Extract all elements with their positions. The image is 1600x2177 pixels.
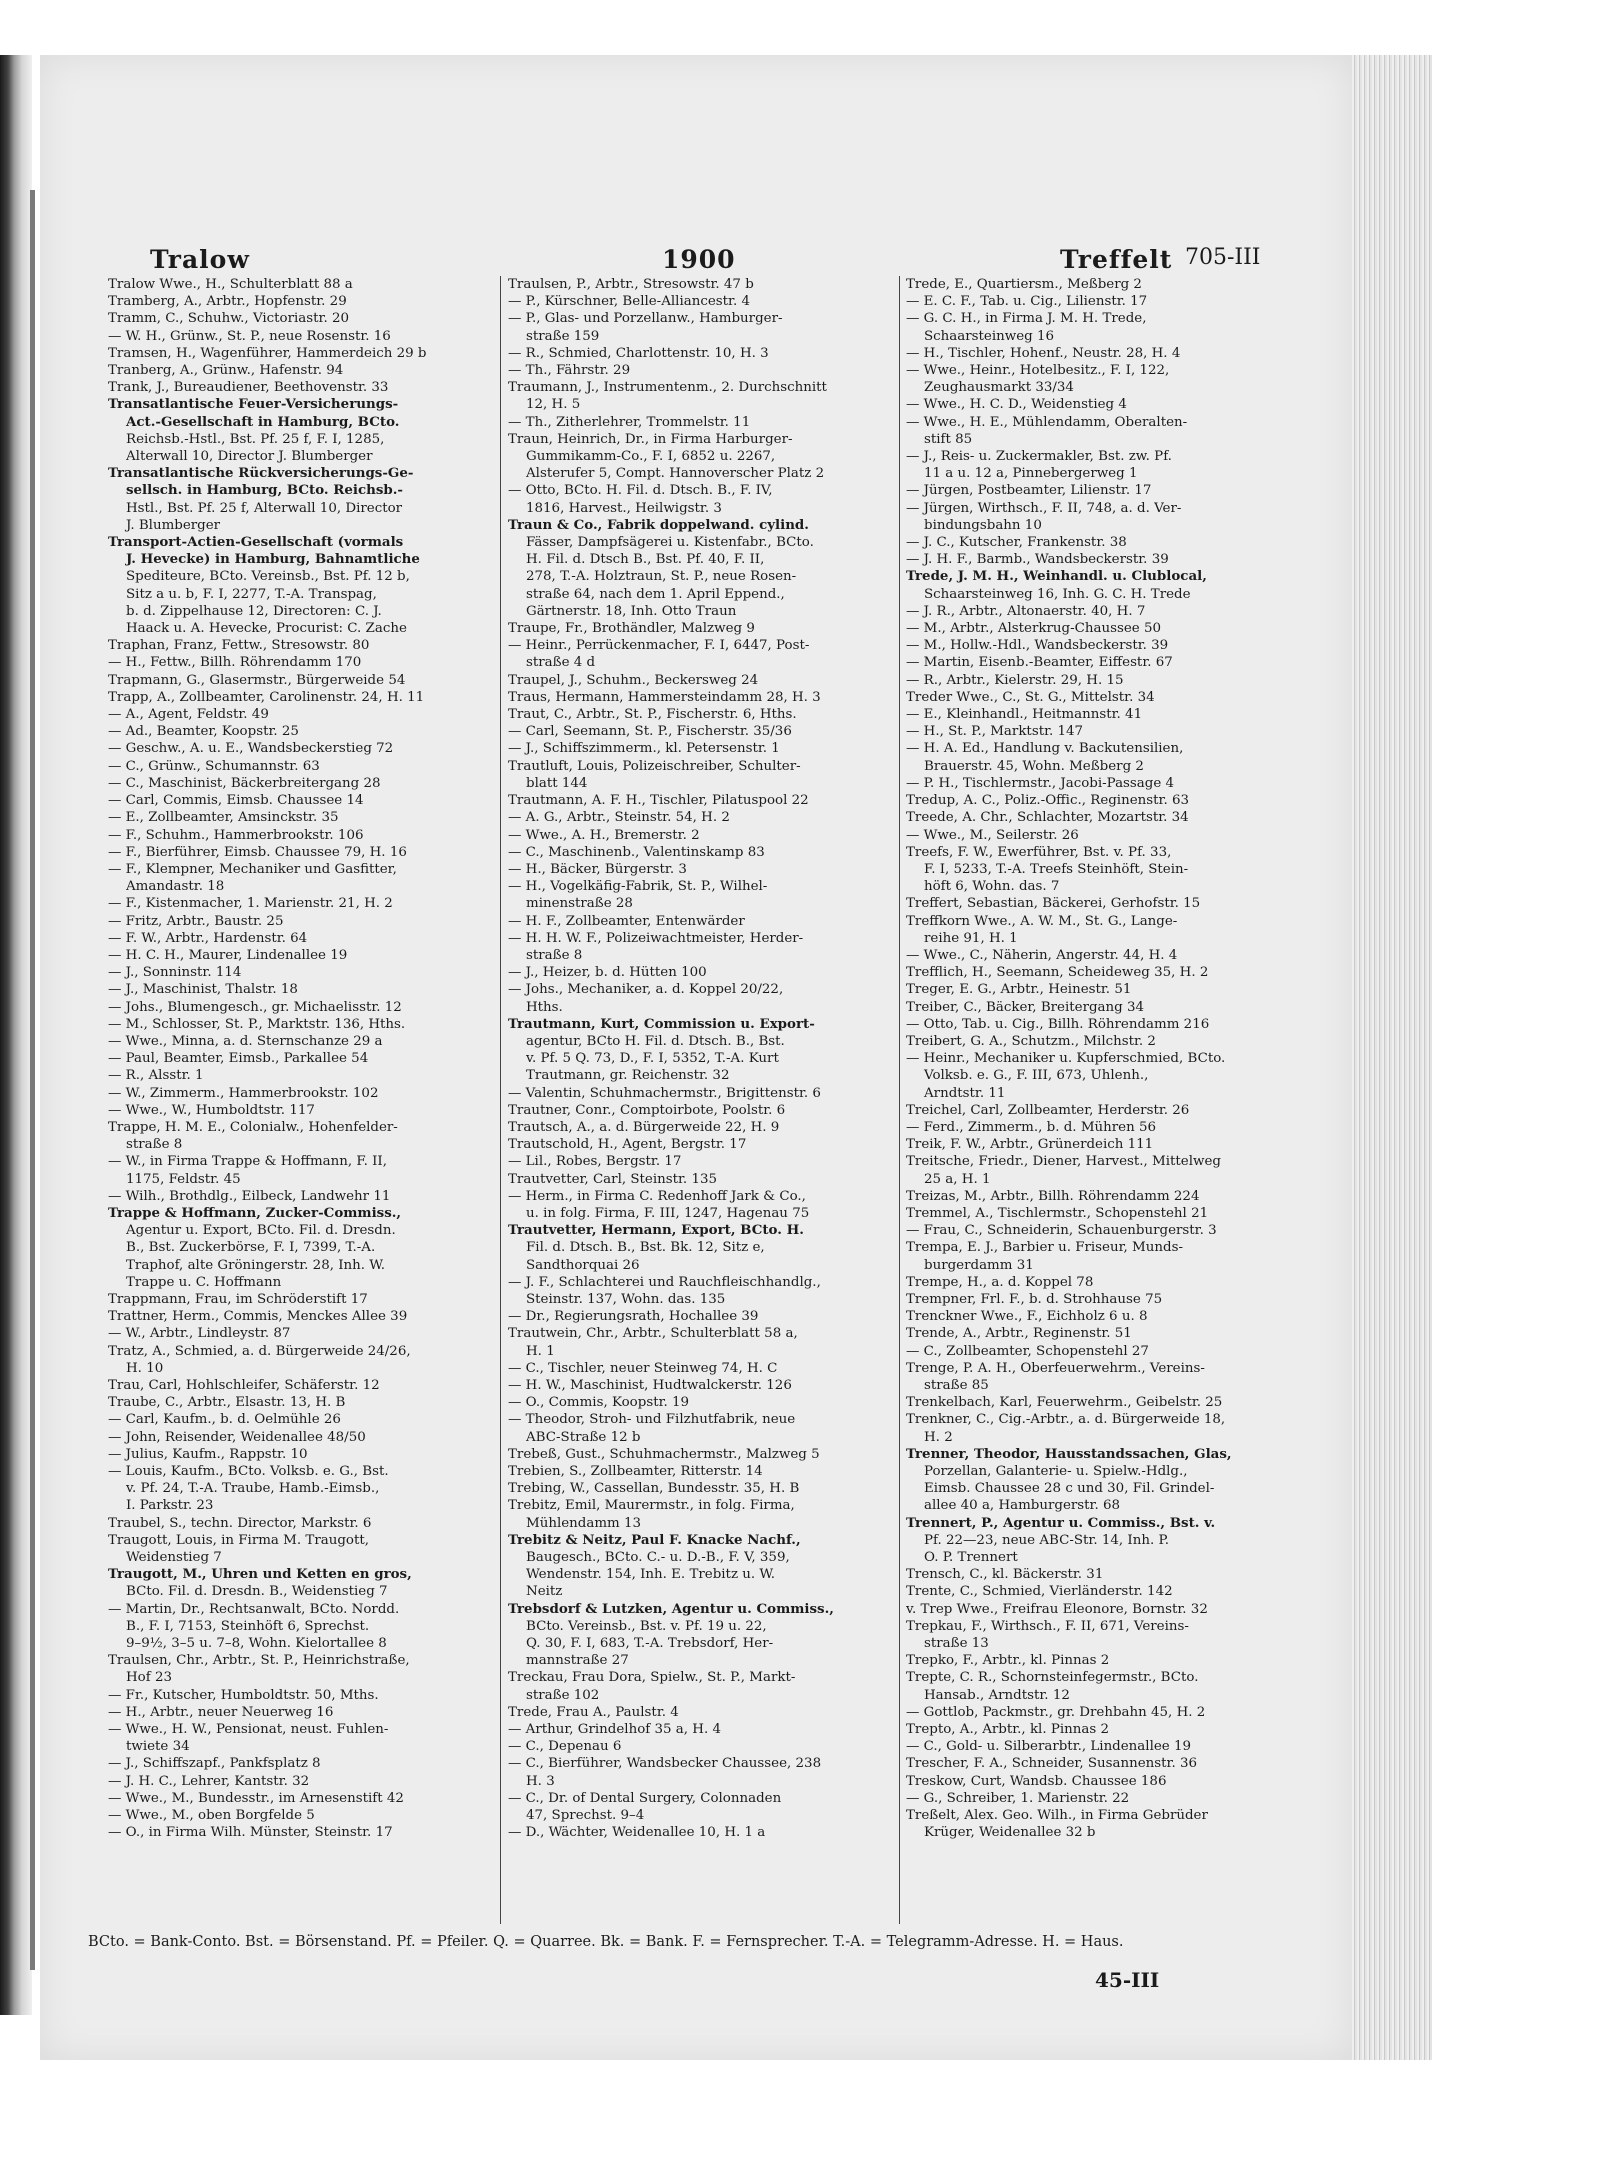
directory-entry-line: — F., Klempner, Mechaniker und Gasfitter, [108,861,397,877]
directory-entry-line: Gummikamm-Co., F. I, 6852 u. 2267, [526,449,776,465]
directory-entry-line: — R., Schmied, Charlottenstr. 10, H. 3 [508,345,769,361]
directory-entry-line: — R., Arbtr., Kielerstr. 29, H. 15 [906,672,1124,688]
directory-entry-line: H. Fil. d. Dtsch B., Bst. Pf. 40, F. II, [526,552,765,568]
directory-entry-line: — Paul, Beamter, Eimsb., Parkallee 54 [108,1051,369,1067]
directory-entry-line: — J. R., Arbtr., Altonaerstr. 40, H. 7 [906,603,1146,619]
directory-entry-line: Hansab., Arndtstr. 12 [924,1687,1070,1703]
directory-entry-line: Act.-Gesellschaft in Hamburg, BCto. [126,413,400,430]
directory-entry-line: Traphof, alte Gröningerstr. 28, Inh. W. [126,1257,385,1273]
directory-entry-line: Treckau, Frau Dora, Spielw., St. P., Markt- [508,1670,796,1686]
directory-entry-line: — H., St. P., Marktstr. 147 [906,724,1084,740]
directory-entry-line: Trempe, H., a. d. Koppel 78 [906,1274,1094,1290]
directory-entry-line: straße 102 [526,1687,600,1703]
directory-entry-line: Trenkner, C., Cig.-Arbtr., a. d. Bürgerweide 18, [906,1412,1226,1428]
directory-entry-line: Traubel, S., techn. Director, Markstr. 6 [108,1515,372,1531]
directory-entry-line: Tranberg, A., Grünw., Hafenstr. 94 [108,363,344,379]
directory-entry-line: Treede, A. Chr., Schlachter, Mozartstr. 34 [906,810,1189,826]
directory-entry-line: Trende, A., Arbtr., Reginenstr. 51 [906,1326,1132,1342]
directory-entry-line: Trebing, W., Cassellan, Bundesstr. 35, H. B [508,1481,800,1497]
directory-entry-line: — Carl, Commis, Eimsb. Chaussee 14 [108,793,364,809]
directory-entry-line: — M., Schlosser, St. P., Marktstr. 136, Hths. [108,1016,406,1032]
directory-entry-line: — Ad., Beamter, Koopstr. 25 [108,724,299,740]
abbreviation-key: BCto. = Bank-Conto. Bst. = Börsenstand. Pf. = Pfeiler. Q. = Quarree. Bk. = Bank. F. = Fernsprecher. T.-A. = Telegramm-Adresse. H. = Haus. [88,1934,1124,1950]
directory-entry-line: Treßelt, Alex. Geo. Wilh., in Firma Gebrüder [906,1808,1208,1824]
directory-entry-line: Trautmann, Kurt, Commission u. Export- [508,1015,815,1032]
directory-entry-line: Trepte, C. R., Schornsteinfegermstr., BCto. [906,1670,1199,1686]
directory-entry-line: — O., in Firma Wilh. Münster, Steinstr. 17 [108,1825,393,1841]
directory-entry-line: — C., Grünw., Schumannstr. 63 [108,758,320,774]
directory-entry-line: J. Blumberger [126,517,221,533]
directory-entry-line: Traus, Hermann, Hammersteindamm 28, H. 3 [508,689,821,705]
directory-entry-line: Trappe & Hoffmann, Zucker-Commiss., [108,1204,402,1221]
directory-entry-line: Traulsen, P., Arbtr., Stresowstr. 47 b [508,277,754,292]
directory-entry-line: blatt 144 [526,775,588,791]
directory-entry-line: — Julius, Kaufm., Rappstr. 10 [108,1446,308,1462]
directory-entry-line: Trautvetter, Hermann, Export, BCto. H. [508,1222,804,1239]
directory-entry-line: B., Bst. Zuckerbörse, F. I, 7399, T.-A. [126,1240,376,1256]
directory-entry-line: straße 64, nach dem 1. April Eppend., [526,586,785,602]
directory-entry-line: — Valentin, Schuhmachermstr., Brigittenstr. 6 [508,1085,821,1101]
directory-entry-line: Sitz a u. b, F. I, 2277, T.-A. Transpag, [126,586,377,602]
header-left-catchword: Tralow [150,245,250,274]
directory-entry-line: straße 85 [924,1378,989,1393]
directory-entry-line: — P., Glas- und Porzellanw., Hamburger- [508,311,783,327]
directory-entry-line: — Jürgen, Postbeamter, Lilienstr. 17 [906,483,1152,499]
directory-entry-line: Amandastr. 18 [126,879,225,895]
directory-entry-line: Treichel, Carl, Zollbeamter, Herderstr. 26 [906,1102,1190,1118]
directory-entry-line: allee 40 a, Hamburgerstr. 68 [924,1498,1121,1514]
directory-entry-line: — E., Kleinhandl., Heitmannstr. 41 [906,707,1143,723]
directory-entry-line: Spediteure, BCto. Vereinsb., Bst. Pf. 12 b, [126,569,410,585]
directory-entry-line: Schaarsteinweg 16, Inh. G. C. H. Trede [924,586,1191,602]
directory-entry-line: — H. A. Ed., Handlung v. Backutensilien, [906,741,1184,757]
directory-entry-line: — Wwe., H. C. D., Weidenstieg 4 [906,397,1127,413]
directory-entry-line: agentur, BCto H. Fil. d. Dtsch. B., Bst. [526,1033,785,1049]
directory-entry-line: Traugott, Louis, in Firma M. Traugott, [108,1532,369,1548]
directory-entry-line: Trenckner Wwe., F., Eichholz 6 u. 8 [906,1309,1148,1325]
directory-entry-line: — Frau, C., Schneiderin, Schauenburgerstr. 3 [906,1223,1217,1239]
directory-entry-line: Trebeß, Gust., Schuhmachermstr., Malzweg 5 [508,1446,820,1462]
directory-entry-line: Trede, J. M. H., Weinhandl. u. Clublocal, [906,568,1207,585]
directory-entry-line: O. P. Trennert [924,1550,1018,1566]
directory-entry-line: Zeughausmarkt 33/34 [924,380,1074,396]
directory-entry-line: — Lil., Robes, Bergstr. 17 [508,1154,682,1170]
directory-entry-line: b. d. Zippelhause 12, Directoren: C. J. [126,603,382,619]
directory-entry-line: Traugott, M., Uhren und Ketten en gros, [108,1566,412,1583]
column-divider [899,276,900,1924]
directory-entry-line: — Martin, Dr., Rechtsanwalt, BCto. Nordd. [108,1601,400,1617]
directory-entry-line: Transatlantische Rückversicherungs-Ge- [108,465,414,482]
directory-entry-line: — H., Fettw., Billh. Röhrendamm 170 [108,655,362,671]
directory-entry-line: BCto. Vereinsb., Bst. v. Pf. 19 u. 22, [526,1618,767,1634]
directory-entry-line: Trepko, F., Arbtr., kl. Pinnas 2 [906,1653,1110,1669]
directory-entry-line: — Th., Fährstr. 29 [508,363,631,379]
directory-entry-line: Trautwein, Chr., Arbtr., Schulterblatt 58 a, [508,1326,798,1342]
directory-entry-line: v. Trep Wwe., Freifrau Eleonore, Bornstr. 32 [906,1601,1208,1617]
directory-entry-line: — Otto, Tab. u. Cig., Billh. Röhrendamm 216 [906,1016,1210,1032]
directory-entry-line: Treiber, C., Bäcker, Breitergang 34 [906,999,1145,1015]
directory-entry-line: Traumann, J., Instrumentenm., 2. Durchschnitt [508,380,827,396]
column-2 [508,276,896,1926]
directory-entry-line: 1816, Harvest., Heilwigstr. 3 [526,500,722,516]
directory-entry-line: — E., Zollbeamter, Amsinckstr. 35 [108,810,339,826]
directory-entry-line: — Wwe., W., Humboldtstr. 117 [108,1102,315,1118]
directory-entry-line: Trappe, H. M. E., Colonialw., Hohenfelder- [108,1119,398,1135]
directory-entry-line: Traube, C., Arbtr., Elsastr. 13, H. B [108,1395,346,1411]
directory-entry-line: — Jürgen, Wirthsch., F. II, 748, a. d. Ver- [906,500,1182,516]
directory-entry-line: ABC-Straße 12 b [526,1429,641,1445]
directory-entry-line: 1175, Feldstr. 45 [126,1171,241,1187]
directory-entry-line: 11 a u. 12 a, Pinnebergerweg 1 [924,466,1138,482]
directory-entry-line: Trebsdorf & Lutzken, Agentur u. Commiss., [508,1600,834,1617]
directory-entry-line: I. Parkstr. 23 [126,1498,214,1514]
directory-entry-line: sellsch. in Hamburg, BCto. Reichsb.- [126,482,403,499]
directory-entry-line: Traut, C., Arbtr., St. P., Fischerstr. 6, Hths. [508,707,797,723]
directory-entry-line: Traun, Heinrich, Dr., in Firma Harburger- [508,431,793,447]
directory-entry-line: — Arthur, Grindelhof 35 a, H. 4 [508,1722,721,1738]
directory-entry-line: 9–9½, 3–5 u. 7–8, Wohn. Kielortallee 8 [126,1636,387,1652]
directory-entry-line: — Carl, Kaufm., b. d. Oelmühle 26 [108,1412,341,1428]
directory-entry-line: Trautmann, gr. Reichenstr. 32 [526,1068,730,1084]
directory-entry-line: — H., Arbtr., neuer Neuerweg 16 [108,1704,334,1720]
directory-entry-line: — W., Zimmerm., Hammerbrookstr. 102 [108,1085,379,1101]
directory-entry-line: straße 8 [126,1137,183,1153]
directory-entry-line: — H. W., Maschinist, Hudtwalckerstr. 126 [508,1378,792,1393]
directory-entry-line: reihe 91, H. 1 [924,930,1018,946]
directory-entry-line: straße 4 d [526,655,596,671]
directory-entry-line: — C., Gold- u. Silberarbtr., Lindenallee 19 [906,1739,1192,1755]
directory-entry-line: — C., Maschinist, Bäckerbreitergang 28 [108,775,381,791]
directory-entry-line: — C., Maschinenb., Valentinskamp 83 [508,844,765,860]
directory-entry-line: Treik, F. W., Arbtr., Grünerdeich 111 [906,1137,1154,1153]
directory-entry-line: Trempner, Frl. F., b. d. Strohhause 75 [906,1291,1163,1307]
directory-entry-line: Fässer, Dampfsägerei u. Kistenfabr., BCto. [526,535,814,551]
directory-entry-line: — Johs., Blumengesch., gr. Michaelisstr. 12 [108,999,402,1015]
directory-entry-line: — F. W., Arbtr., Hardenstr. 64 [108,930,308,946]
directory-entry-line: Trautner, Conr., Comptoirbote, Poolstr. 6 [508,1102,786,1118]
directory-entry-line: Hstl., Bst. Pf. 25 f, Alterwall 10, Director [126,500,403,516]
directory-entry-line: H. 1 [526,1343,555,1359]
directory-entry-line: Trennert, P., Agentur u. Commiss., Bst. v. [906,1514,1216,1531]
directory-entry-line: F. I, 5233, T.-A. Treefs Steinhöft, Stein- [924,861,1189,877]
directory-entry-line: — J. F., Schlachterei und Rauchfleischhandlg., [508,1274,821,1290]
directory-entry-line: Treizas, M., Arbtr., Billh. Röhrendamm 224 [906,1188,1200,1204]
directory-entry-line: Fil. d. Dtsch. B., Bst. Bk. 12, Sitz e, [526,1240,765,1256]
directory-entry-line: Trautmann, A. F. H., Tischler, Pilatuspool 22 [508,793,809,809]
directory-entry-line: — Wwe., Heinr., Hotelbesitz., F. I, 122, [906,363,1170,379]
directory-entry-line: — O., Commis, Koopstr. 19 [508,1395,690,1411]
directory-entry-line: Tramm, C., Schuhw., Victoriastr. 20 [108,311,350,327]
directory-entry-line: H. 10 [126,1360,164,1376]
directory-entry-line: Trautschold, H., Agent, Bergstr. 17 [508,1137,747,1153]
directory-entry-line: bindungsbahn 10 [924,517,1042,533]
page-edge-stack [1352,55,1432,2060]
directory-entry-line: Alterwall 10, Director J. Blumberger [126,449,373,465]
directory-entry-line: — H., Tischler, Hohenf., Neustr. 28, H. 4 [906,345,1181,361]
directory-entry-line: Gärtnerstr. 18, Inh. Otto Traun [526,603,737,619]
directory-entry-line: Trautvetter, Carl, Steinstr. 135 [508,1171,718,1187]
directory-entry-line: Treibert, G. A., Schutzm., Milchstr. 2 [906,1033,1156,1049]
directory-entry-line: Weidenstieg 7 [126,1550,222,1566]
directory-entry-line: Tredup, A. C., Poliz.-Offic., Reginenstr. 63 [906,793,1189,809]
directory-entry-line: — Otto, BCto. H. Fil. d. Dtsch. B., F. IV, [508,483,773,499]
directory-entry-line: — Ferd., Zimmerm., b. d. Mühren 56 [906,1119,1157,1135]
directory-entry-line: Sandthorquai 26 [526,1257,640,1273]
directory-entry-line: — Fr., Kutscher, Humboldtstr. 50, Mths. [108,1687,379,1703]
directory-entry-line: — F., Bierführer, Eimsb. Chaussee 79, H. 16 [108,844,407,860]
directory-entry-line: Wendenstr. 154, Inh. E. Trebitz u. W. [526,1567,776,1583]
directory-entry-line: 25 a, H. 1 [924,1171,991,1187]
directory-entry-line: Trede, E., Quartiersm., Meßberg 2 [906,277,1142,292]
directory-entry-line: Trebitz & Neitz, Paul F. Knacke Nachf., [508,1531,801,1548]
directory-entry-line: — Gottlob, Packmstr., gr. Drehbahn 45, H. 2 [906,1704,1206,1720]
directory-entry-line: — Heinr., Mechaniker u. Kupferschmied, BCto. [906,1051,1226,1067]
header-right-catchword: Treffelt [1060,245,1173,274]
directory-entry-line: Trescher, F. A., Schneider, Susannenstr. 36 [906,1756,1198,1772]
column-3 [906,276,1294,1926]
directory-entry-line: — Wwe., H. W., Pensionat, neust. Fuhlen- [108,1722,389,1738]
directory-entry-line: Trempa, E. J., Barbier u. Friseur, Munds- [906,1240,1183,1256]
directory-entry-line: Brauerstr. 45, Wohn. Meßberg 2 [924,758,1144,774]
directory-entry-line: Trente, C., Schmied, Vierländerstr. 142 [906,1584,1173,1600]
column-1 [108,276,496,1926]
book-gutter-line [30,190,35,1970]
directory-entry-line: — G. C. H., in Firma J. M. H. Trede, [906,311,1147,327]
directory-entry-line: — J. H. C., Lehrer, Kantstr. 32 [108,1773,310,1789]
directory-entry-line: Treffkorn Wwe., A. W. M., St. G., Lange- [906,913,1178,929]
directory-entry-line: höft 6, Wohn. das. 7 [924,879,1060,895]
directory-entry-line: mannstraße 27 [526,1653,629,1669]
directory-entry-line: Tramsen, H., Wagenführer, Hammerdeich 29 b [108,345,427,361]
directory-entry-line: — J., Maschinist, Thalstr. 18 [108,982,298,998]
directory-entry-line: twiete 34 [126,1739,190,1755]
directory-entry-line: — Fritz, Arbtr., Baustr. 25 [108,913,284,929]
directory-entry-line: — Wwe., C., Näherin, Angerstr. 44, H. 4 [906,947,1178,963]
directory-entry-line: Hths. [526,999,563,1015]
directory-entry-line: Volksb. e. G., F. III, 673, Uhlenh., [924,1068,1149,1084]
directory-entry-line: — J., Heizer, b. d. Hütten 100 [508,965,707,981]
directory-entry-line: Traupe, Fr., Brothändler, Malzweg 9 [508,621,755,637]
directory-entry-line: Transatlantische Feuer-Versicherungs- [108,396,399,413]
directory-entry-line: Treefs, F. W., Ewerführer, Bst. v. Pf. 33, [906,844,1172,860]
directory-entry-line: — W., Arbtr., Lindleystr. 87 [108,1326,291,1342]
directory-entry-line: minenstraße 28 [526,896,633,912]
directory-entry-line: Trapp, A., Zollbeamter, Carolinenstr. 24, H. 11 [108,689,425,705]
directory-entry-line: Treder Wwe., C., St. G., Mittelstr. 34 [906,689,1155,705]
directory-entry-line: — D., Wächter, Weidenallee 10, H. 1 a [508,1825,766,1841]
directory-entry-line: Tralow Wwe., H., Schulterblatt 88 a [108,277,353,292]
directory-entry-line: — J. C., Kutscher, Frankenstr. 38 [906,535,1127,551]
directory-entry-line: — J. H. F., Barmb., Wandsbeckerstr. 39 [906,552,1169,568]
directory-entry-line: — R., Alsstr. 1 [108,1068,204,1084]
directory-entry-line: — E. C. F., Tab. u. Cig., Lilienstr. 17 [906,294,1148,310]
directory-entry-line: Trappe u. C. Hoffmann [126,1274,282,1290]
directory-entry-line: — H., Bäcker, Bürgerstr. 3 [508,861,687,877]
directory-entry-line: Trautluft, Louis, Polizeischreiber, Schulter- [508,758,801,774]
directory-entry-line: — Herm., in Firma C. Redenhoff Jark & Co., [508,1188,806,1204]
directory-entry-line: — Martin, Eisenb.-Beamter, Eiffestr. 67 [906,655,1173,671]
directory-entry-line: Trank, J., Bureaudiener, Beethovenstr. 33 [108,380,389,396]
directory-entry-line: Trapmann, G., Glasermstr., Bürgerweide 54 [108,672,406,688]
directory-entry-line: Tramberg, A., Arbtr., Hopfenstr. 29 [108,294,347,310]
directory-entry-line: Baugesch., BCto. C.- u. D.-B., F. V, 359, [526,1550,790,1566]
directory-entry-line: Alsterufer 5, Compt. Hannoverscher Platz 2 [526,466,825,482]
directory-entry-line: Reichsb.-Hstl., Bst. Pf. 25 f, F. I, 1285, [126,431,385,447]
directory-entry-line: — M., Arbtr., Alsterkrug-Chaussee 50 [906,621,1161,637]
directory-entry-line: — J., Reis- u. Zuckermakler, Bst. zw. Pf. [906,449,1172,465]
directory-entry-line: — Wwe., A. H., Bremerstr. 2 [508,827,700,843]
directory-entry-line: — Johs., Mechaniker, a. d. Koppel 20/22, [508,982,784,998]
directory-entry-line: — W. H., Grünw., St. P., neue Rosenstr. 16 [108,328,391,344]
directory-entry-line: v. Pf. 24, T.-A. Traube, Hamb.-Eimsb., [126,1481,380,1497]
directory-entry-line: — F., Schuhm., Hammerbrookstr. 106 [108,827,364,843]
directory-entry-line: Trepkau, F., Wirthsch., F. II, 671, Vereins- [906,1618,1189,1634]
directory-entry-line: — C., Bierführer, Wandsbecker Chaussee, 238 [508,1756,822,1772]
directory-entry-line: Treger, E. G., Arbtr., Heinestr. 51 [906,982,1132,998]
directory-entry-line: Trappmann, Frau, im Schröderstift 17 [108,1291,368,1307]
directory-entry-line: BCto. Fil. d. Dresdn. B., Weidenstieg 7 [126,1584,388,1600]
directory-entry-line: Trefflich, H., Seemann, Scheideweg 35, H. 2 [906,965,1209,981]
directory-entry-line: Treffert, Sebastian, Bäckerei, Gerhofstr. 15 [906,896,1201,912]
book-spine-shadow [0,55,32,2015]
directory-entry-line: Schaarsteinweg 16 [924,328,1055,344]
directory-entry-line: Treitsche, Friedr., Diener, Harvest., Mittelweg [906,1154,1221,1170]
directory-entry-line: Tratz, A., Schmied, a. d. Bürgerweide 24/26, [108,1343,411,1359]
directory-entry-line: — Th., Zitherlehrer, Trommelstr. 11 [508,414,751,430]
directory-entry-line: Traupel, J., Schuhm., Beckersweg 24 [508,672,759,688]
directory-entry-line: — P., Kürschner, Belle-Alliancestr. 4 [508,294,750,310]
directory-entry-line: — Wwe., Minna, a. d. Sternschanze 29 a [108,1033,383,1049]
directory-entry-line: v. Pf. 5 Q. 73, D., F. I, 5352, T.-A. Kurt [526,1051,779,1067]
directory-entry-line: — Geschw., A. u. E., Wandsbeckerstieg 72 [108,741,394,757]
directory-entry-line: Hof 23 [126,1670,172,1686]
directory-entry-line: Traun & Co., Fabrik doppelwand. cylind. [508,516,809,533]
directory-entry-line: Trattner, Herm., Commis, Menckes Allee 39 [108,1309,408,1325]
directory-entry-line: — Louis, Kaufm., BCto. Volksb. e. G., Bst. [108,1464,389,1480]
directory-entry-line: — H., Vogelkäfig-Fabrik, St. P., Wilhel- [508,879,768,895]
directory-entry-line: Trautsch, A., a. d. Bürgerweide 22, H. 9 [508,1119,780,1135]
directory-entry-line: Arndtstr. 11 [924,1085,1006,1101]
directory-entry-line: Tremmel, A., Tischlermstr., Schopenstehl 21 [906,1205,1209,1221]
directory-entry-line: u. in folg. Firma, F. III, 1247, Hagenau 75 [526,1205,810,1221]
column-divider [500,276,501,1924]
directory-entry-line: Trede, Frau A., Paulstr. 4 [508,1704,679,1720]
directory-entry-line: Trenner, Theodor, Hausstandssachen, Glas, [906,1445,1232,1462]
directory-entry-line: Traulsen, Chr., Arbtr., St. P., Heinrichstraße, [108,1653,410,1669]
directory-entry-line: Q. 30, F. I, 683, T.-A. Trebsdorf, Her- [526,1636,774,1652]
directory-entry-line: straße 159 [526,328,600,344]
directory-entry-line: Traphan, Franz, Fettw., Stresowstr. 80 [108,638,370,654]
directory-entry-line: — Heinr., Perrückenmacher, F. I, 6447, Post- [508,638,810,654]
directory-entry-line: Trenkelbach, Karl, Feuerwehrm., Geibelstr. 25 [906,1395,1223,1411]
directory-entry-line: — Wwe., H. E., Mühlendamm, Oberalten- [906,414,1188,430]
directory-entry-line: B., F. I, 7153, Steinhöft 6, Sprechst. [126,1618,370,1634]
directory-entry-line: straße 13 [924,1636,989,1652]
directory-entry-line: — John, Reisender, Weidenallee 48/50 [108,1429,366,1445]
directory-entry-line: — W., in Firma Trappe & Hoffmann, F. II, [108,1154,387,1170]
directory-entry-line: — Wwe., M., oben Borgfelde 5 [108,1808,315,1824]
directory-entry-line: Krüger, Weidenallee 32 b [924,1825,1096,1841]
directory-entry-line: — Carl, Seemann, St. P., Fischerstr. 35/36 [508,724,792,740]
directory-entry-line: Trensch, C., kl. Bäckerstr. 31 [906,1567,1104,1583]
directory-entry-line: — J., Schiffszimmerm., kl. Petersenstr. 1 [508,741,780,757]
directory-entry-line: J. Hevecke) in Hamburg, Bahnamtliche [126,551,420,568]
directory-entry-line: Trebien, S., Zollbeamter, Ritterstr. 14 [508,1464,763,1480]
directory-entry-line: — G., Schreiber, 1. Marienstr. 22 [906,1790,1130,1806]
directory-entry-line: 47, Sprechst. 9–4 [526,1808,645,1824]
directory-entry-line: H. 3 [526,1773,555,1789]
directory-entry-line: Trenge, P. A. H., Oberfeuerwehrm., Vereins- [906,1360,1205,1376]
directory-entry-line: — A. G., Arbtr., Steinstr. 54, H. 2 [508,810,730,826]
directory-entry-line: Eimsb. Chaussee 28 c und 30, Fil. Grindel- [924,1481,1215,1497]
directory-entry-line: Trepto, A., Arbtr., kl. Pinnas 2 [906,1722,1110,1738]
directory-entry-line: — Wilh., Brothdlg., Eilbeck, Landwehr 11 [108,1188,391,1204]
directory-entry-line: — C., Depenau 6 [508,1739,622,1755]
directory-entry-line: — H. C. H., Maurer, Lindenallee 19 [108,947,348,963]
directory-entry-line: — P. H., Tischlermstr., Jacobi-Passage 4 [906,775,1175,791]
directory-entry-line: Agentur u. Export, BCto. Fil. d. Dresdn. [126,1223,396,1239]
directory-entry-line: — C., Zollbeamter, Schopenstehl 27 [906,1343,1149,1359]
directory-entry-line: straße 8 [526,947,583,963]
directory-entry-line: H. 2 [924,1429,953,1445]
directory-entry-line: Transport-Actien-Gesellschaft (vormals [108,534,404,551]
directory-entry-line: — A., Agent, Feldstr. 49 [108,707,269,723]
signature-mark: 45-III [1095,1968,1160,1992]
directory-entry-line: — H. H. W. F., Polizeiwachtmeister, Herder- [508,930,804,946]
header-page-number: 705-III [1185,245,1261,270]
directory-entry-line: — C., Tischler, neuer Steinweg 74, H. C [508,1360,778,1376]
directory-entry-line: — Wwe., M., Bundesstr., im Arnesenstift 42 [108,1790,404,1806]
directory-entry-line: — J., Sonninstr. 114 [108,965,242,981]
directory-entry-line: Steinstr. 137, Wohn. das. 135 [526,1291,726,1307]
directory-entry-line: Haack u. A. Hevecke, Procurist: C. Zache [126,621,407,637]
directory-entry-line: burgerdamm 31 [924,1257,1034,1273]
header-year: 1900 [662,245,736,274]
directory-entry-line: Trebitz, Emil, Maurermstr., in folg. Firma, [508,1498,795,1514]
directory-entry-line: Neitz [526,1584,563,1600]
directory-entry-line: Treskow, Curt, Wandsb. Chaussee 186 [906,1773,1167,1789]
directory-entry-line: 12, H. 5 [526,397,581,413]
directory-entry-line: — F., Kistenmacher, 1. Marienstr. 21, H. 2 [108,896,393,912]
directory-entry-line: — C., Dr. of Dental Surgery, Colonnaden [508,1790,782,1806]
directory-entry-line: — Wwe., M., Seilerstr. 26 [906,827,1079,843]
directory-entry-line: Porzellan, Galanterie- u. Spielw.-Hdlg., [924,1464,1188,1480]
directory-entry-line: Mühlendamm 13 [526,1515,642,1531]
directory-entry-line: — Dr., Regierungsrath, Hochallee 39 [508,1309,759,1325]
directory-entry-line: stift 85 [924,431,973,447]
directory-entry-line: Pf. 22—23, neue ABC-Str. 14, Inh. P. [924,1532,1170,1548]
directory-entry-line: Trau, Carl, Hohlschleifer, Schäferstr. 12 [108,1378,380,1393]
directory-entry-line: — H. F., Zollbeamter, Entenwärder [508,913,745,929]
directory-entry-line: — Theodor, Stroh- und Filzhutfabrik, neue [508,1412,796,1428]
directory-entry-line: — M., Hollw.-Hdl., Wandsbeckerstr. 39 [906,638,1169,654]
directory-entry-line: 278, T.-A. Holztraun, St. P., neue Rosen- [526,569,797,585]
directory-entry-line: — J., Schiffszapf., Pankfsplatz 8 [108,1756,321,1772]
